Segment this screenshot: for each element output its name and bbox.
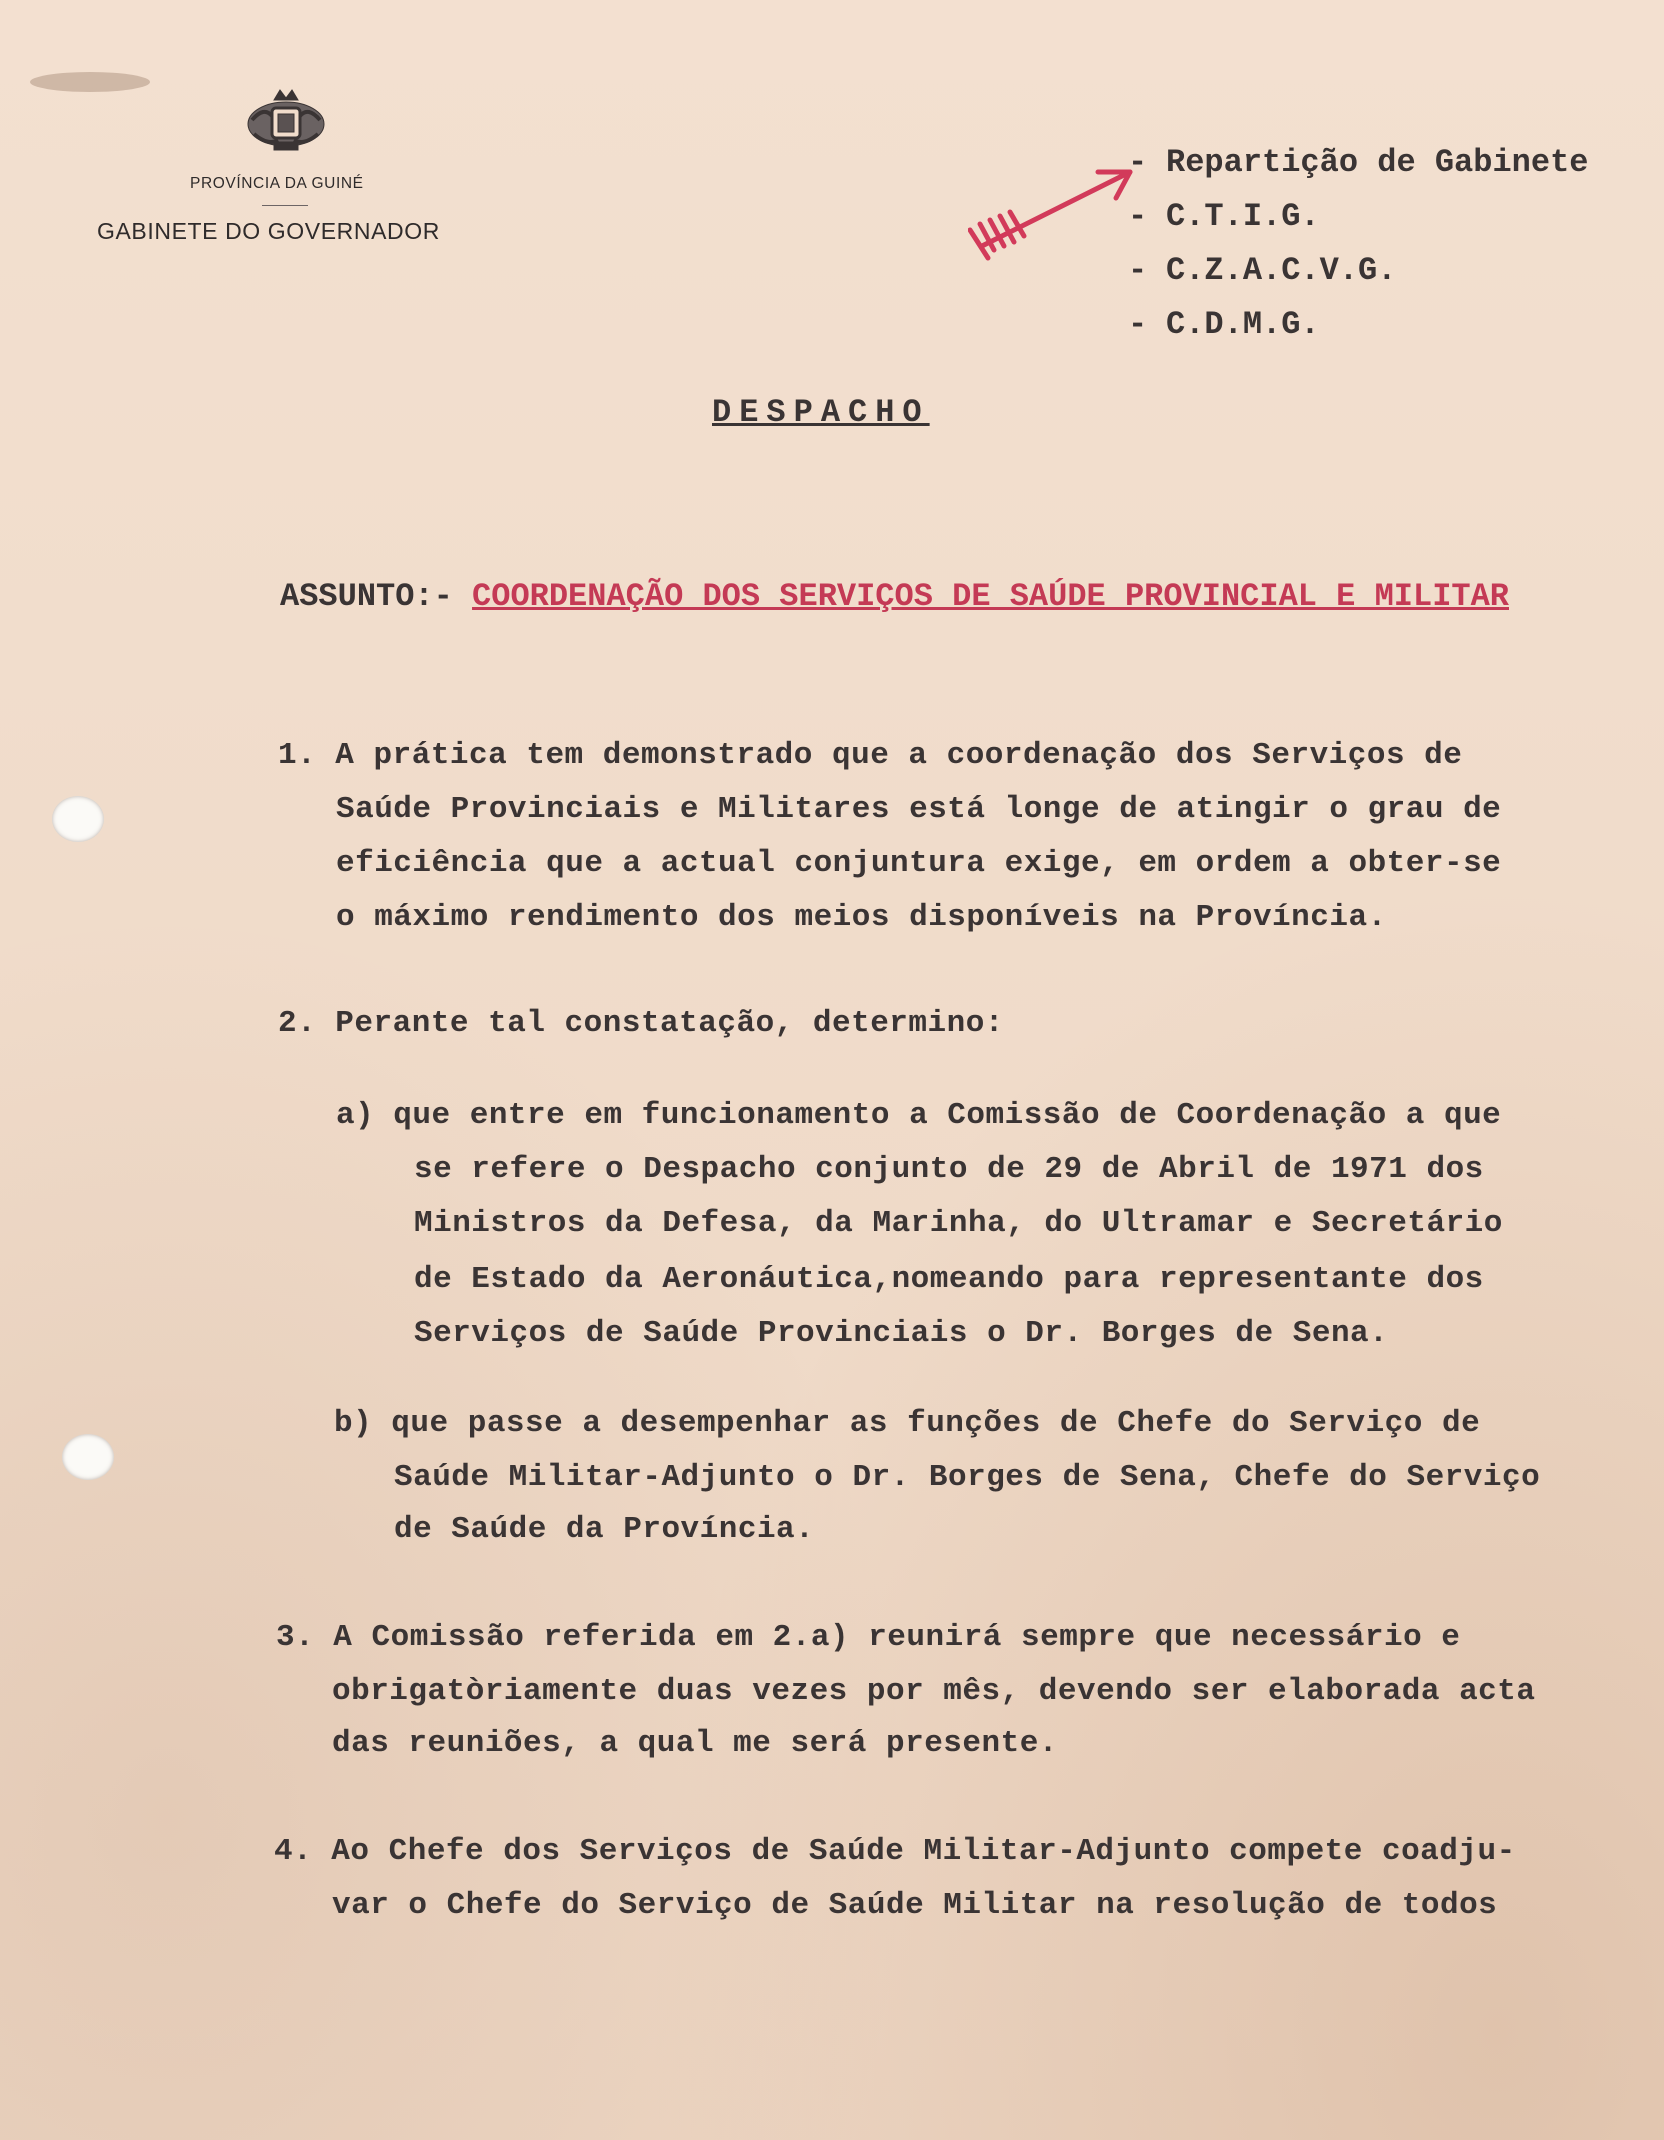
letterhead-divider (262, 205, 308, 206)
p2a-line: se refere o Despacho conjunto de 29 de Abril de 1971 dos (414, 1152, 1484, 1187)
p1-line: o máximo rendimento dos meios disponíveis na Província. (336, 900, 1387, 935)
coat-of-arms-icon (244, 86, 328, 156)
distribution-item-4: C.D.M.G. (1166, 306, 1320, 343)
p2a-line: a) que entre em funcionamento a Comissão de Coordenação a que (336, 1098, 1502, 1133)
distribution-dash-1: - (1128, 144, 1148, 181)
p4-line: 4. Ao Chefe dos Serviços de Saúde Militar-Adjunto compete coadju- (274, 1834, 1516, 1869)
distribution-item-3: C.Z.A.C.V.G. (1166, 252, 1397, 289)
p3-line: 3. A Comissão referida em 2.a) reunirá sempre que necessário e (276, 1620, 1461, 1655)
p4-line: var o Chefe do Serviço de Saúde Militar na resolução de todos (332, 1888, 1498, 1923)
distribution-dash-4: - (1128, 306, 1148, 343)
p2b-line: b) que passe a desempenhar as funções de Chefe do Serviço de (334, 1406, 1481, 1441)
p2b-line: de Saúde da Província. (394, 1512, 815, 1547)
paper-stain (30, 72, 150, 92)
subject-line (280, 578, 1509, 615)
distribution-item-2: C.T.I.G. (1166, 198, 1320, 235)
distribution-dash-3: - (1128, 252, 1148, 289)
punch-hole-top (52, 796, 104, 842)
red-arrow-icon (968, 150, 1148, 270)
province-heading: PROVÍNCIA DA GUINÉ (190, 175, 364, 192)
p1-line: eficiência que a actual conjuntura exige, em ordem a obter-se (336, 846, 1502, 881)
document-title: DESPACHO (712, 394, 930, 431)
p1-line: Saúde Provinciais e Militares está longe de atingir o grau de (336, 792, 1502, 827)
p3-line: obrigatòriamente duas vezes por mês, devendo ser elaborada acta (332, 1674, 1536, 1709)
distribution-dash-2: - (1128, 198, 1148, 235)
punch-hole-bottom (62, 1434, 114, 1480)
p2b-line: Saúde Militar-Adjunto o Dr. Borges de Sena, Chefe do Serviço (394, 1460, 1541, 1495)
p2-line: 2. Perante tal constatação, determino: (278, 1006, 1004, 1041)
p2a-line: Serviços de Saúde Provinciais o Dr. Borges de Sena. (414, 1316, 1389, 1351)
office-heading: GABINETE DO GOVERNADOR (97, 218, 440, 244)
p2a-line: de Estado da Aeronáutica,nomeando para representante dos (414, 1262, 1484, 1297)
subject-label: ASSUNTO:- (280, 578, 453, 615)
subject-text: COORDENAÇÃO DOS SERVIÇOS DE SAÚDE PROVINCIAL E MILITAR (472, 578, 1509, 615)
distribution-item-1: Repartição de Gabinete (1166, 144, 1589, 181)
p1-line: 1. A prática tem demonstrado que a coordenação dos Serviços de (278, 738, 1463, 773)
p3-line: das reuniões, a qual me será presente. (332, 1726, 1058, 1761)
p2a-line: Ministros da Defesa, da Marinha, do Ultramar e Secretário (414, 1206, 1503, 1241)
